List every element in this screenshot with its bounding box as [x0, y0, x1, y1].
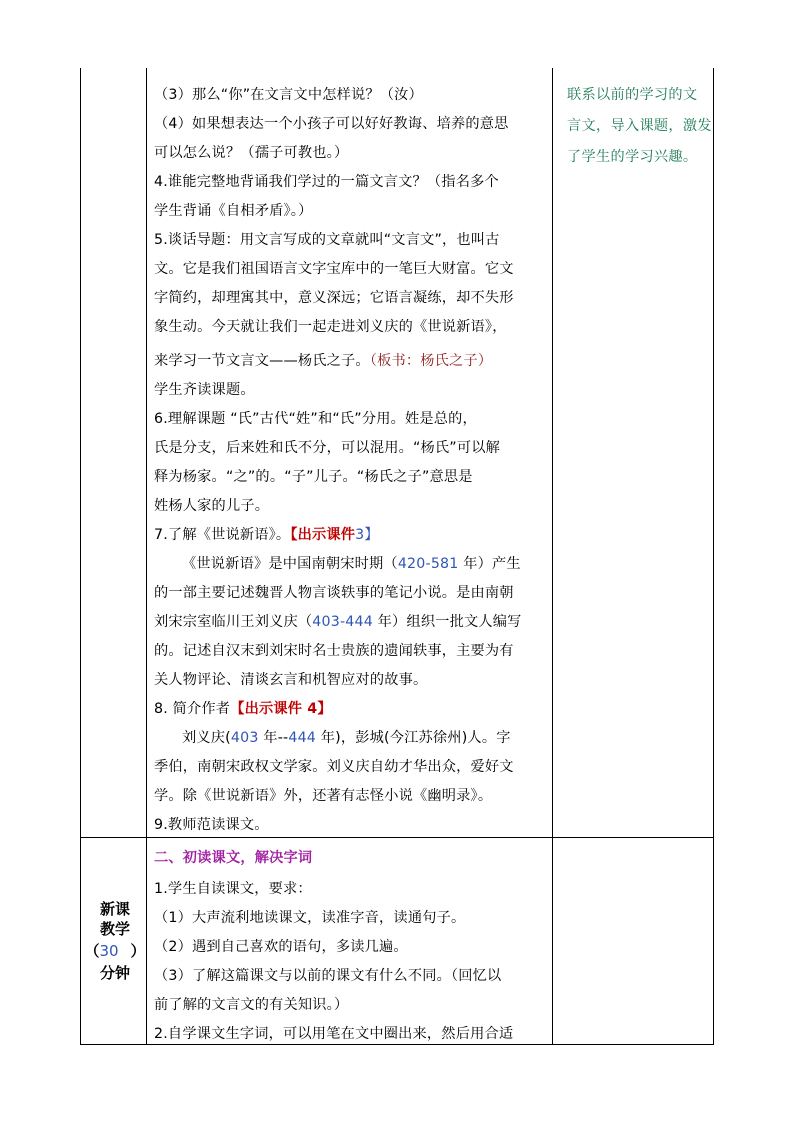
topic-line-5: 姓杨人家的儿子。	[154, 498, 270, 514]
intro-line-1: （3）那么“你”在文言文中怎样说？（汝）	[154, 87, 423, 103]
board-note: （板书：杨氏之子）	[369, 353, 493, 369]
para-8-line-1	[182, 727, 511, 747]
item-7-heading	[154, 524, 379, 544]
section-label	[80, 898, 150, 1018]
para-7-text-a: 《世说新语》是中国南朝宋时期（	[182, 556, 398, 572]
para-8-text-a: 刘义庆(	[182, 730, 231, 746]
section-2-line-6: 2.自学课文生字词，可以用笔在文中圈出来，然后用合适	[154, 1026, 514, 1042]
design-note-line-2: 言文，导入课题，激发	[567, 118, 712, 134]
design-note-line-3: 了学生的学习兴趣。	[567, 149, 698, 165]
courseware-tag-4: 【出示课件 4】	[230, 701, 332, 717]
section-2-line-3: （2）遇到自己喜欢的语句，多读几遍。	[154, 939, 408, 955]
para-7-line-2: 的一部主要记述魏晋人物言谈轶事的笔记小说。是由南朝	[154, 585, 514, 601]
para-7-text-c: 刘宋宗室临川王刘义庆（	[154, 614, 313, 630]
topic-line-3: 氏是分支，后来姓和氏不分，可以混用。“杨氏”可以解	[154, 440, 501, 456]
board-line	[154, 350, 492, 370]
intro-line-9: 象生动。今天就让我们一起走进刘义庆的《世说新语》，	[154, 319, 507, 335]
label-line-4: 分钟	[99, 964, 130, 982]
courseware-tag-3: 【出示课件	[290, 527, 356, 543]
intro-line-5: 学生背诵《自相矛盾》。）	[154, 203, 313, 219]
topic-line-2: 6.理解课题 “氏”古代“姓”和“氏”分用。姓是总的，	[154, 411, 477, 427]
item-8-text: 8. 简介作者	[154, 701, 231, 717]
design-note-line-1: 联系以前的学习的文	[567, 87, 698, 103]
teaching-content-column	[146, 68, 550, 1044]
intro-line-3: 可以怎么说？（孺子可教也。）	[154, 145, 349, 161]
para-7-author-years: 403-444	[312, 614, 373, 630]
para-8-death-year: 444	[288, 730, 317, 746]
para-7-line-5: 关人物评论、清谈玄言和机智应对的故事。	[154, 672, 428, 688]
label-minutes	[80, 940, 150, 961]
para-8-text-a-end: 年)，彭城(今江苏徐州)人。字	[316, 730, 511, 746]
item-8-heading	[154, 698, 332, 718]
para-7-line-4: 的。记述自汉末到刘宋时名士贵族的遗闻轶事，主要为有	[154, 643, 514, 659]
para-7-text-c-end: 年）组织一批文人编写	[372, 614, 522, 630]
topic-line-4: 释为杨家。“之”的。“子”儿子。“杨氏之子”意思是	[154, 469, 473, 485]
intro-line-4: 4.谁能完整地背诵我们学过的一篇文言文？（指名多个	[154, 174, 499, 190]
paren-open: （	[84, 942, 100, 960]
courseware-num-3-text: 3】	[355, 527, 379, 543]
intro-line-7: 文。它是我们祖国语言文字宝库中的一笔巨大财富。它文	[154, 261, 514, 277]
item-7-text: 7.了解《世说新语》。	[154, 527, 291, 543]
label-line-2: 教学	[99, 920, 130, 938]
label-line-1: 新课	[99, 900, 130, 918]
courseware-num-3	[355, 527, 379, 543]
section-2-line-2: （1）大声流利地读课文，读准字音，读通句子。	[154, 910, 466, 926]
paren-close: ）	[130, 942, 146, 960]
intro-line-2: （4）如果想表达一个小孩子可以好好教诲、培养的意思	[154, 116, 509, 132]
para-8-line-3: 学。除《世说新语》外，还著有志怪小说《幽明录》。	[154, 788, 493, 804]
para-7-line-1	[182, 553, 521, 573]
para-8-birth-year: 403	[230, 730, 259, 746]
minutes-value: 30	[99, 942, 119, 960]
lesson-table	[80, 68, 714, 1045]
para-7-years: 420-581	[397, 556, 459, 572]
section-2-line-1: 1.学生自读课文，要求：	[154, 881, 312, 897]
para-7-line-3	[154, 611, 522, 631]
section-2-line-5: 前了解的文言文的有关知识。）	[154, 997, 349, 1013]
para-7-text-a-end: 年）产生	[458, 556, 521, 572]
section-2-title: 二、初读课文，解决字词	[154, 850, 313, 866]
item-9: 9.教师范读课文。	[154, 817, 269, 833]
table-divider-2	[552, 68, 553, 1045]
design-intent-column	[560, 68, 716, 837]
board-intro-text: 来学习一节文言文——杨氏之子。	[154, 353, 370, 369]
table-border-bottom	[80, 1044, 714, 1045]
para-8-line-2: 季伯，南朝宋政权文学家。刘义庆自幼才华出众，爱好文	[154, 759, 514, 775]
topic-line-1: 学生齐读课题。	[154, 382, 255, 398]
section-2-line-4: （3）了解这篇课文与以前的课文有什么不同。（回忆以	[154, 968, 502, 984]
intro-line-8: 字简约，却理寓其中，意义深远；它语言凝练，却不失形	[154, 290, 514, 306]
intro-line-6: 5.谈话导题：用文言写成的文章就叫“文言文”，也叫古	[154, 232, 500, 248]
para-8-text-mid: 年--	[258, 730, 289, 746]
